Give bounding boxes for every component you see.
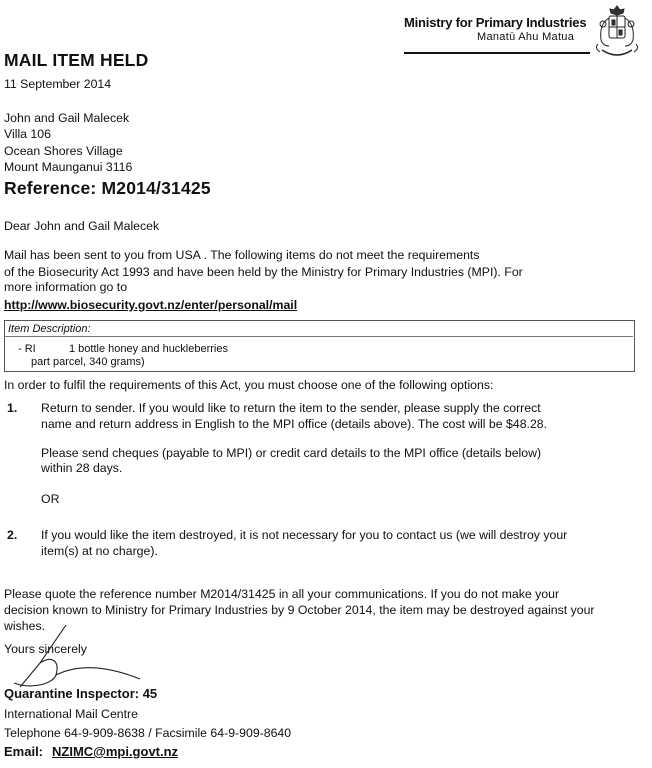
body-paragraph-line: of the Biosecurity Act 1993 and have been held by the Ministry for Primary Industries (MPI). For <box>4 265 523 279</box>
reference-number: Reference: M2014/31425 <box>4 178 211 198</box>
inspector-id: Quarantine Inspector: 45 <box>4 686 158 701</box>
option-text-line: item(s) at no charge). <box>41 544 158 558</box>
option-number: 2. <box>7 528 18 542</box>
greeting: Dear John and Gail Malecek <box>4 219 160 233</box>
contact-phone: Telephone 64-9-909-8638 / Facsimile 64-9-909-8640 <box>4 726 292 740</box>
address-line: Villa 106 <box>4 127 51 141</box>
document-title: MAIL ITEM HELD <box>4 50 149 70</box>
signature-icon <box>0 617 160 697</box>
closing-paragraph-line: decision known to Ministry for Primary Industries by 9 October 2014, the item may be destroyed against your <box>4 603 595 617</box>
closing-paragraph-line: Please quote the reference number M2014/31425 in all your communications. If you do not make your <box>4 587 560 601</box>
signoff: Yours sincerely <box>4 642 87 656</box>
document-date: 11 September 2014 <box>4 77 112 91</box>
ministry-maori-name: Manatū Ahu Matua <box>477 31 575 43</box>
item-code: - RI <box>18 343 36 355</box>
biosecurity-link[interactable]: http://www.biosecurity.govt.nz/enter/personal/mail <box>4 298 298 312</box>
closing-paragraph-line: wishes. <box>4 619 46 633</box>
ministry-name: Ministry for Primary Industries <box>404 15 587 30</box>
option-text-line: If you would like the item destroyed, it is not necessary for you to contact us (we will destroy your <box>41 528 568 542</box>
item-description-line: part parcel, 340 grams) <box>31 356 145 368</box>
mail-centre: International Mail Centre <box>4 707 138 721</box>
header-underline <box>404 52 590 54</box>
options-intro: In order to fulfil the requirements of this Act, you must choose one of the following options: <box>4 378 494 392</box>
email-label: Email: <box>4 744 44 759</box>
address-line: Mount Maunganui 3116 <box>4 160 133 174</box>
item-table-divider <box>4 336 633 337</box>
email-link[interactable]: NZIMC@mpi.govt.nz <box>52 744 179 759</box>
option-text-line: Return to sender. If you would like to return the item to the sender, please supply the correct <box>41 401 541 415</box>
body-paragraph-line: more information go to <box>4 280 128 294</box>
option-text-line: Please send cheques (payable to MPI) or credit card details to the MPI office (details below) <box>41 446 542 460</box>
option-text-line: name and return address in English to the MPI office (details above). The cost will be $48.28. <box>41 417 548 431</box>
or-separator: OR <box>41 492 60 506</box>
option-number: 1. <box>7 401 18 415</box>
option-text-line: within 28 days. <box>41 461 123 475</box>
body-paragraph-line: Mail has been sent to you from USA . The following items do not meet the requirements <box>4 248 480 262</box>
coat-of-arms-icon <box>588 4 646 62</box>
item-table-header: Item Description: <box>8 323 91 335</box>
address-line: Ocean Shores Village <box>4 144 123 158</box>
address-line: John and Gail Malecek <box>4 111 130 125</box>
item-description-line: 1 bottle honey and huckleberries <box>69 343 228 355</box>
